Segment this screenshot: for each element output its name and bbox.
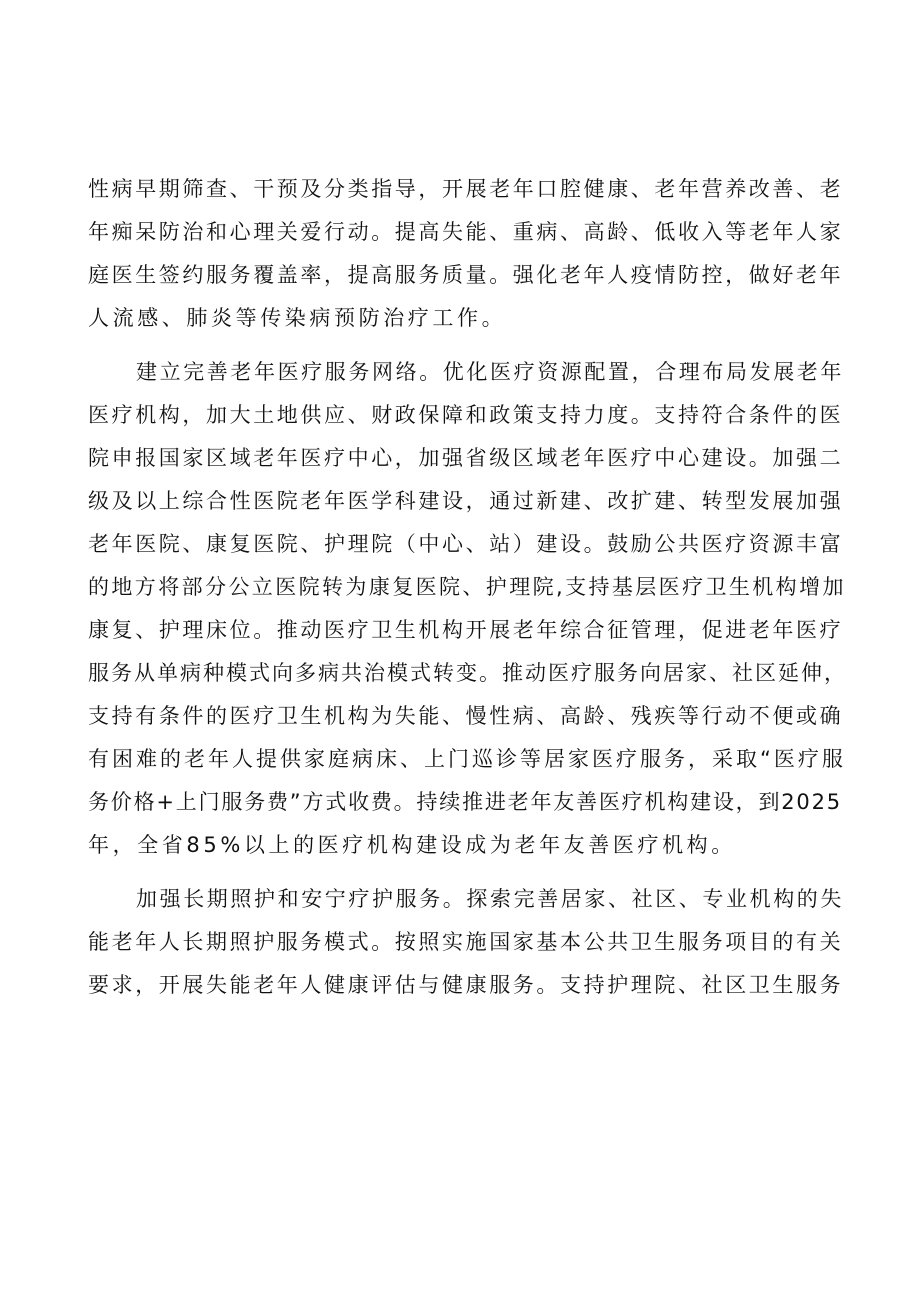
text-line: 加强长期照护和安宁疗护服务。探索完善居家、社区、专业机构的失 <box>136 887 844 911</box>
text-line: 建立完善老年医疗服务网络。优化医疗资源配置，合理布局发展老年 <box>136 360 844 384</box>
text-line: 康复、护理床位。推动医疗卫生机构开展老年综合征管理，促进老年医疗 <box>88 618 844 642</box>
text-line: 的地方将部分公立医院转为康复医院、护理院,支持基层医疗卫生机构增加 <box>88 575 846 599</box>
paragraph-1 <box>88 168 848 340</box>
text-line: 性病早期筛查、干预及分类指导，开展老年口腔健康、老年营养改善、老 <box>88 177 844 201</box>
document-body <box>88 168 848 1007</box>
text-line: 能老年人长期照护服务模式。按照实施国家基本公共卫生服务项目的有关 <box>88 930 844 954</box>
text-line: 院申报国家区域老年医疗中心，加强省级区域老年医疗中心建设。加强二 <box>88 446 844 470</box>
text-line: 支持有条件的医疗卫生机构为失能、慢性病、高龄、残疾等行动不便或确 <box>88 704 844 728</box>
paragraph-3 <box>88 878 848 1007</box>
text-line: 务价格+上门服务费”方式收费。持续推进老年友善医疗机构建设，到2025 <box>88 790 842 814</box>
text-line: 年，全省85%以上的医疗机构建设成为老年友善医疗机构。 <box>88 833 736 857</box>
paragraph-2 <box>88 351 848 867</box>
text-line: 有困难的老年人提供家庭病床、上门巡诊等居家医疗服务，采取“医疗服 <box>88 747 846 771</box>
text-line: 服务从单病种模式向多病共治模式转变。推动医疗服务向居家、社区延伸， <box>88 661 847 685</box>
text-line: 医疗机构，加大土地供应、财政保障和政策支持力度。支持符合条件的医 <box>88 403 844 427</box>
text-line: 级及以上综合性医院老年医学科建设，通过新建、改扩建、转型发展加强 <box>88 489 844 513</box>
text-line: 老年医院、康复医院、护理院（中心、站）建设。鼓励公共医疗资源丰富 <box>88 532 844 556</box>
text-line: 要求，开展失能老年人健康评估与健康服务。支持护理院、社区卫生服务 <box>88 973 844 997</box>
text-line: 年痴呆防治和心理关爱行动。提高失能、重病、高龄、低收入等老年人家 <box>88 220 844 244</box>
text-line: 庭医生签约服务覆盖率，提高服务质量。强化老年人疫情防控，做好老年 <box>88 263 844 287</box>
text-line: 人流感、肺炎等传染病预防治疗工作。 <box>88 306 507 330</box>
